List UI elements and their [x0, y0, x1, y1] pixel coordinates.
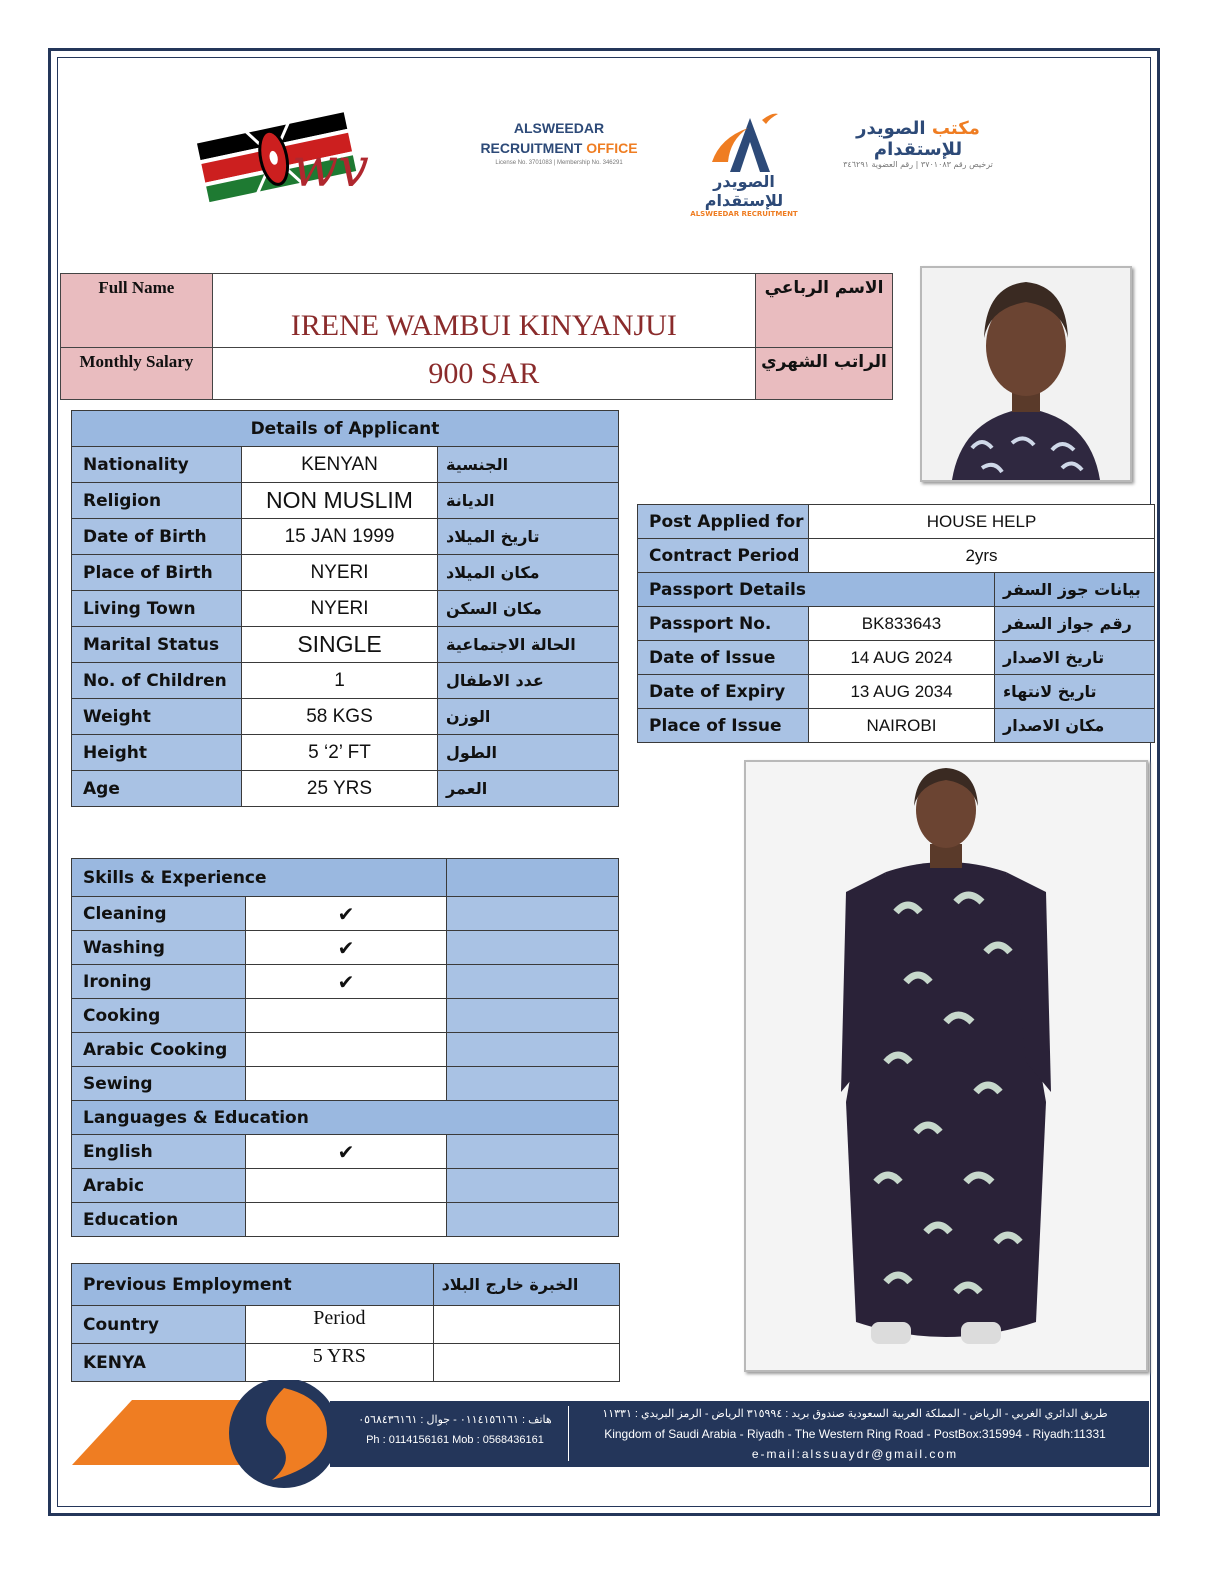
full-body-photo	[744, 760, 1148, 1372]
skill-blank	[446, 965, 618, 999]
details-label-ar: الحالة الاجتماعية	[438, 627, 619, 663]
details-row	[72, 555, 619, 591]
footer-divider	[568, 1406, 569, 1461]
skill-blank	[446, 1067, 618, 1101]
footer-email[interactable]: e-mail:alssuaydr@gmail.com	[751, 1447, 959, 1461]
skill-label: Sewing	[72, 1067, 246, 1101]
details-row	[72, 771, 619, 807]
skill-row	[72, 897, 619, 931]
passport-label-ar: رقم جواز السفر	[995, 607, 1155, 641]
post-value: HOUSE HELP	[809, 505, 1155, 539]
post-table	[637, 504, 1155, 743]
details-title: Details of Applicant	[72, 411, 619, 447]
skill-check	[246, 1033, 447, 1067]
skill-label: Cooking	[72, 999, 246, 1033]
details-label: Weight	[72, 699, 242, 735]
alsweedar-ar-sub: ALSWEEDAR RECRUITMENT	[690, 210, 798, 218]
employment-period: 5 YRS	[246, 1344, 433, 1382]
skill-label: Cleaning	[72, 897, 246, 931]
details-value: NON MUSLIM	[242, 483, 438, 519]
details-table	[71, 410, 619, 807]
employment-country: KENYA	[72, 1344, 246, 1382]
lang-blank	[446, 1135, 618, 1169]
alsweedar-en-license: License No. 3701083 | Membership No. 346291	[495, 160, 623, 166]
passport-label: Date of Issue	[638, 641, 809, 675]
details-value: SINGLE	[242, 627, 438, 663]
details-label: Religion	[72, 483, 242, 519]
passport-row	[638, 607, 1155, 641]
details-row	[72, 591, 619, 627]
skill-check	[246, 999, 447, 1033]
details-value: 5 ‘2’ FT	[242, 735, 438, 771]
alsweedar-a-icon	[700, 110, 790, 175]
lang-label: Arabic	[72, 1169, 246, 1203]
alsweedar-en-line2	[474, 138, 644, 158]
details-label: Age	[72, 771, 242, 807]
alsweedar-ar-logo	[676, 172, 812, 218]
lang-blank	[446, 1169, 618, 1203]
alsweedar-ar-name: الصويدر للإستقدام	[704, 172, 784, 210]
passport-label: Passport No.	[638, 607, 809, 641]
details-row	[72, 627, 619, 663]
details-label: Marital Status	[72, 627, 242, 663]
details-value: NYERI	[242, 591, 438, 627]
lang-check	[246, 1203, 447, 1237]
lang-blank	[446, 1203, 618, 1237]
employment-blank	[433, 1344, 619, 1382]
agency-mark: wv	[292, 136, 369, 199]
details-label: Height	[72, 735, 242, 771]
passport-value: BK833643	[809, 607, 995, 641]
lang-row	[72, 1203, 619, 1237]
details-label-ar: الوزن	[438, 699, 619, 735]
footer-address	[575, 1404, 1135, 1464]
details-value: NYERI	[242, 555, 438, 591]
contract-value: 2yrs	[809, 539, 1155, 573]
office-ar-license: ترخيص رقم ٣٧٠١٠٨٣ | رقم العضوية ٣٤٦٢٩١	[843, 160, 993, 169]
details-label-ar: عدد الاطفال	[438, 663, 619, 699]
alsweedar-en-line1: ALSWEEDAR	[513, 120, 605, 136]
skill-row	[72, 931, 619, 965]
employment-table	[71, 1263, 620, 1382]
details-value: 58 KGS	[242, 699, 438, 735]
passport-label-ar: مكان الاصدار	[995, 709, 1155, 743]
skill-row	[72, 1033, 619, 1067]
details-label: Living Town	[72, 591, 242, 627]
details-label-ar: تاريخ الميلاد	[438, 519, 619, 555]
employment-title-ar: الخبرة خارج البلاد	[433, 1264, 619, 1306]
passport-label: Date of Expiry	[638, 675, 809, 709]
details-row	[72, 447, 619, 483]
skill-blank	[446, 999, 618, 1033]
skill-blank	[446, 1033, 618, 1067]
passport-value: NAIROBI	[809, 709, 995, 743]
skill-blank	[446, 931, 618, 965]
passport-label: Place of Issue	[638, 709, 809, 743]
details-value: 15 JAN 1999	[242, 519, 438, 555]
employment-col-period: Period	[246, 1306, 433, 1344]
details-row	[72, 699, 619, 735]
details-label-ar: مكان الميلاد	[438, 555, 619, 591]
passport-label-ar: تاريخ الاصدار	[995, 641, 1155, 675]
details-value: 1	[242, 663, 438, 699]
skill-check: ✔	[246, 897, 447, 931]
agency-logo	[192, 100, 402, 205]
lang-check	[246, 1169, 447, 1203]
salary-value: 900 SAR	[212, 348, 755, 400]
skill-blank	[446, 897, 618, 931]
details-row	[72, 483, 619, 519]
details-label: Date of Birth	[72, 519, 242, 555]
details-label-ar: الجنسية	[438, 447, 619, 483]
details-label-ar: الطول	[438, 735, 619, 771]
details-label: No. of Children	[72, 663, 242, 699]
footer-phone-ar: هاتف : ٠١١٤١٥٦١٦١ - جوال : ٠٥٦٨٤٣٦١٦١	[358, 1414, 552, 1426]
office-ar-logo	[820, 118, 1016, 169]
footer-phone-en: Ph : 0114156161 Mob : 0568436161	[366, 1434, 544, 1446]
full-name-value: IRENE WAMBUI KINYANJUI	[212, 274, 755, 348]
full-name-label: Full Name	[61, 274, 213, 348]
skill-row	[72, 965, 619, 999]
skill-check	[246, 1067, 447, 1101]
lang-title: Languages & Education	[72, 1101, 619, 1135]
post-label: Post Applied for	[638, 505, 809, 539]
office-ar-title	[820, 118, 1016, 160]
alsweedar-en-logo	[474, 118, 644, 168]
passport-value: 13 AUG 2034	[809, 675, 995, 709]
employment-row	[72, 1344, 620, 1382]
skills-table	[71, 858, 619, 1237]
office-ar-b: الصويدر للإستقدام	[856, 118, 963, 160]
alsweedar-en-office: OFFICE	[586, 140, 638, 156]
skill-row	[72, 999, 619, 1033]
details-label-ar: مكان السكن	[438, 591, 619, 627]
salary-label: Monthly Salary	[61, 348, 213, 400]
footer-address-en: Kingdom of Saudi Arabia - Riyadh - The Western Ring Road - PostBox:315994 - Riyadh:11331	[604, 1427, 1106, 1441]
passport-row	[638, 675, 1155, 709]
employment-col-blank	[433, 1306, 619, 1344]
details-label-ar: الديانة	[438, 483, 619, 519]
footer-logo	[72, 1380, 352, 1490]
salary-label-ar: الراتب الشهري	[755, 348, 892, 400]
passport-value: 14 AUG 2024	[809, 641, 995, 675]
full-name-label-ar: الاسم الرباعي	[755, 274, 892, 348]
passport-row	[638, 709, 1155, 743]
contract-label: Contract Period	[638, 539, 809, 573]
details-label: Place of Birth	[72, 555, 242, 591]
passport-row	[638, 641, 1155, 675]
skill-label: Arabic Cooking	[72, 1033, 246, 1067]
identity-table	[60, 273, 893, 400]
lang-row	[72, 1169, 619, 1203]
details-value: 25 YRS	[242, 771, 438, 807]
passport-title-ar: بيانات جوز السفر	[995, 573, 1155, 607]
details-row	[72, 519, 619, 555]
office-ar-a: مكتب	[931, 118, 980, 139]
skill-label: Ironing	[72, 965, 246, 999]
details-row	[72, 663, 619, 699]
passport-title: Passport Details	[638, 573, 995, 607]
skill-check: ✔	[246, 965, 447, 999]
lang-label: English	[72, 1135, 246, 1169]
portrait-photo	[920, 266, 1132, 482]
alsweedar-en-recruitment: RECRUITMENT	[480, 140, 583, 156]
footer-address-ar: طريق الدائري الغربي - الرياض - المملكة العربية السعودية صندوق بريد : ٣١٥٩٩٤ الرياض - الرمز البريدي : ١١٣٣١	[602, 1408, 1108, 1420]
lang-check: ✔	[246, 1135, 447, 1169]
skill-check: ✔	[246, 931, 447, 965]
details-value: KENYAN	[242, 447, 438, 483]
lang-label: Education	[72, 1203, 246, 1237]
skill-row	[72, 1067, 619, 1101]
skills-title: Skills & Experience	[72, 859, 447, 897]
employment-title: Previous Employment	[72, 1264, 434, 1306]
skill-label: Washing	[72, 931, 246, 965]
details-label-ar: العمر	[438, 771, 619, 807]
lang-row	[72, 1135, 619, 1169]
skills-title-blank	[446, 859, 618, 897]
employment-col-country: Country	[72, 1306, 246, 1344]
footer-phones	[350, 1410, 560, 1450]
details-row	[72, 735, 619, 771]
details-label: Nationality	[72, 447, 242, 483]
passport-label-ar: تاريخ لانتهاء	[995, 675, 1155, 709]
